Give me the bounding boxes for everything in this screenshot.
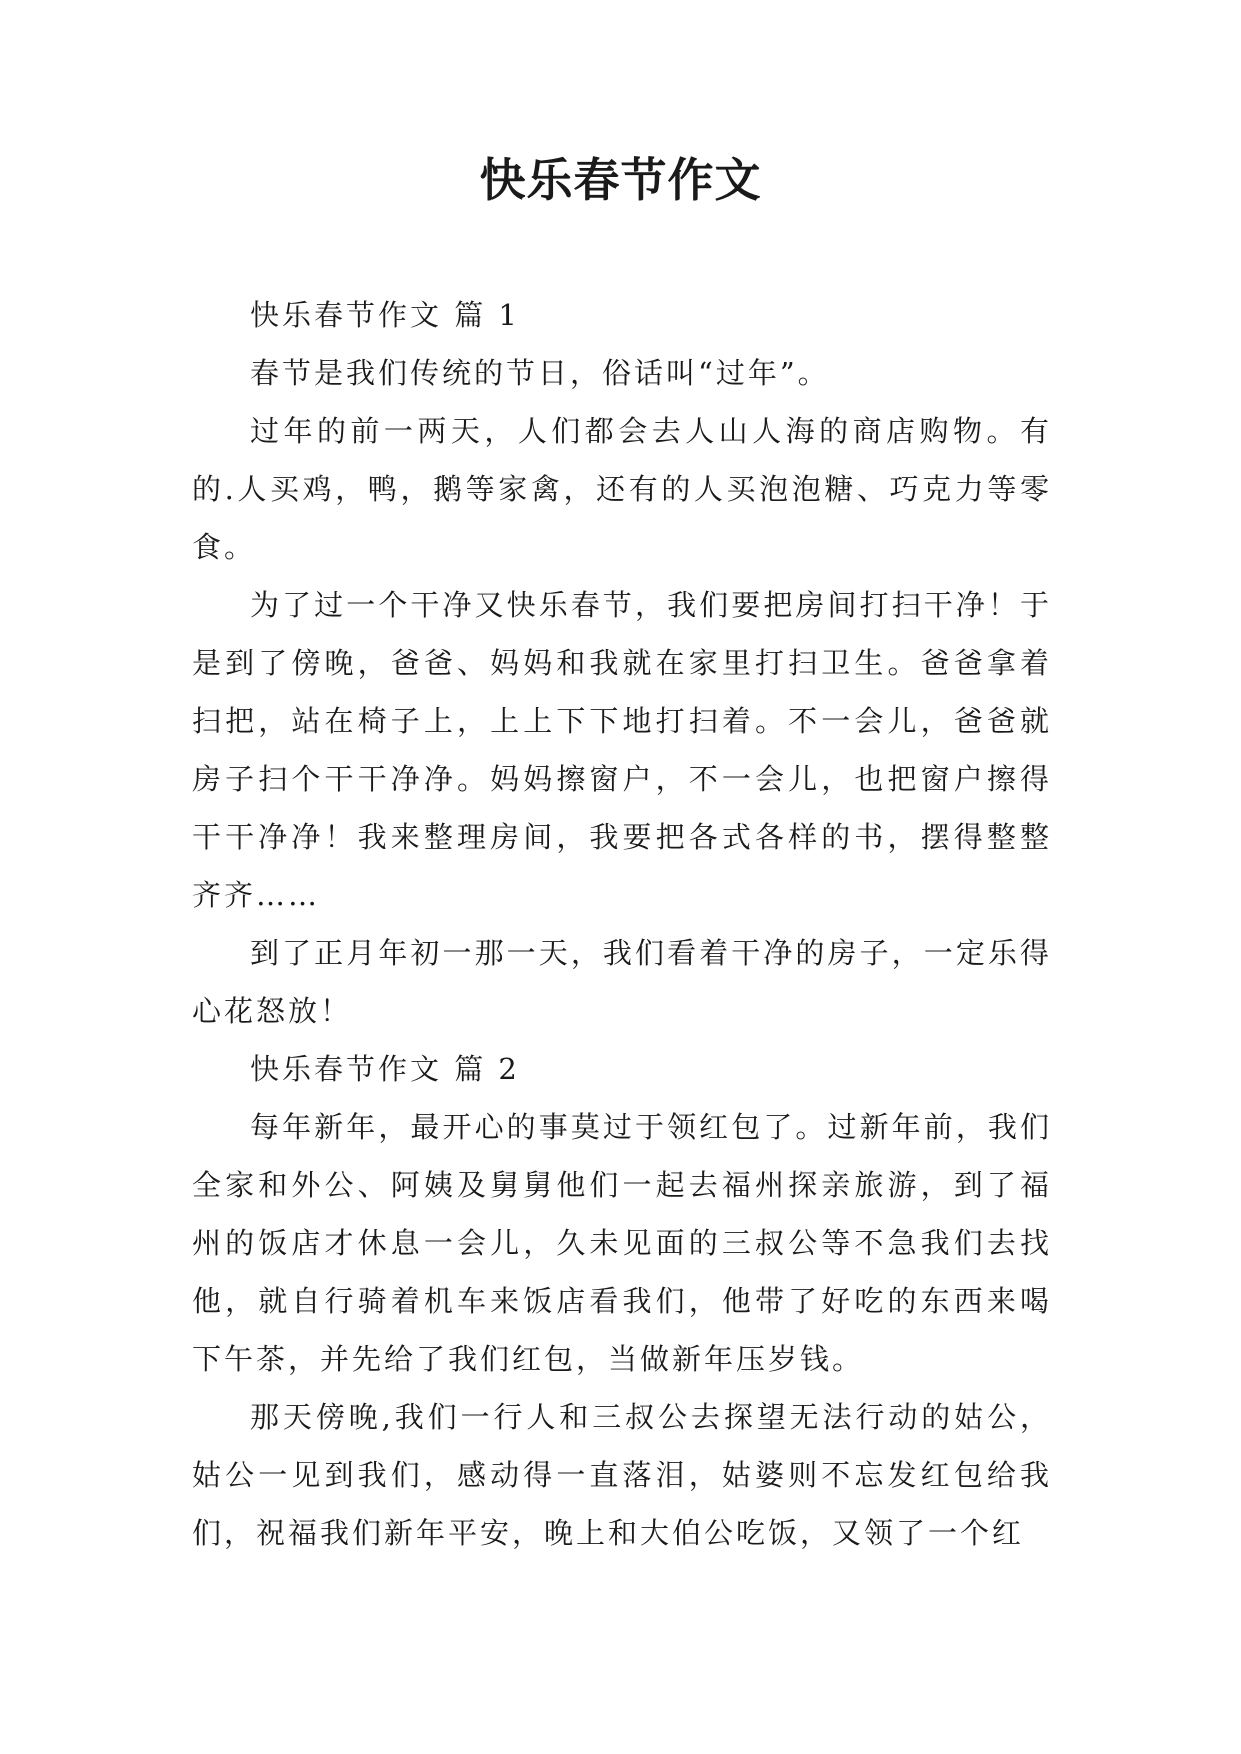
paragraph: 那天傍晚,我们一行人和三叔公去探望无法行动的姑公，姑公一见到我们，感动得一直落泪，姑婆则不忘发红包给我们，祝福我们新年平安，晚上和大伯公吃饭，又领了一个红: [192, 1400, 1052, 1550]
document-title: 快乐春节作文: [479, 153, 762, 207]
paragraph: 到了正月年初一那一天，我们看着干净的房子，一定乐得心花怒放！: [192, 936, 1052, 1028]
paragraph: 为了过一个干净又快乐春节，我们要把房间打扫干净！于是到了傍晚，爸爸、妈妈和我就在家里打扫卫生。爸爸拿着扫把，站在椅子上，上上下下地打扫着。不一会儿，爸爸就房子扫个干干净净。妈妈擦窗户，不一会儿，也把窗户擦得干干净净！我来整理房间，我要把各式各样的书，摆得整整齐齐……: [192, 588, 1052, 912]
paragraph: 每年新年，最开心的事莫过于领红包了。过新年前，我们全家和外公、阿姨及舅舅他们一起去福州探亲旅游，到了福州的饭店才休息一会儿，久未见面的三叔公等不急我们去找他，就自行骑着机车来饭店看我们，他带了好吃的东西来喝下午茶，并先给了我们红包，当做新年压岁钱。: [192, 1110, 1052, 1376]
section-heading: 快乐春节作文 篇 1: [250, 298, 520, 332]
section-heading: 快乐春节作文 篇 2: [250, 1052, 520, 1086]
paragraph: 过年的前一两天，人们都会去人山人海的商店购物。有的.人买鸡，鸭，鹅等家禽，还有的人买泡泡糖、巧克力等零食。: [192, 414, 1052, 564]
paragraph: 春节是我们传统的节日，俗话叫“过年”。: [250, 356, 830, 390]
document-body: [192, 286, 1052, 1562]
